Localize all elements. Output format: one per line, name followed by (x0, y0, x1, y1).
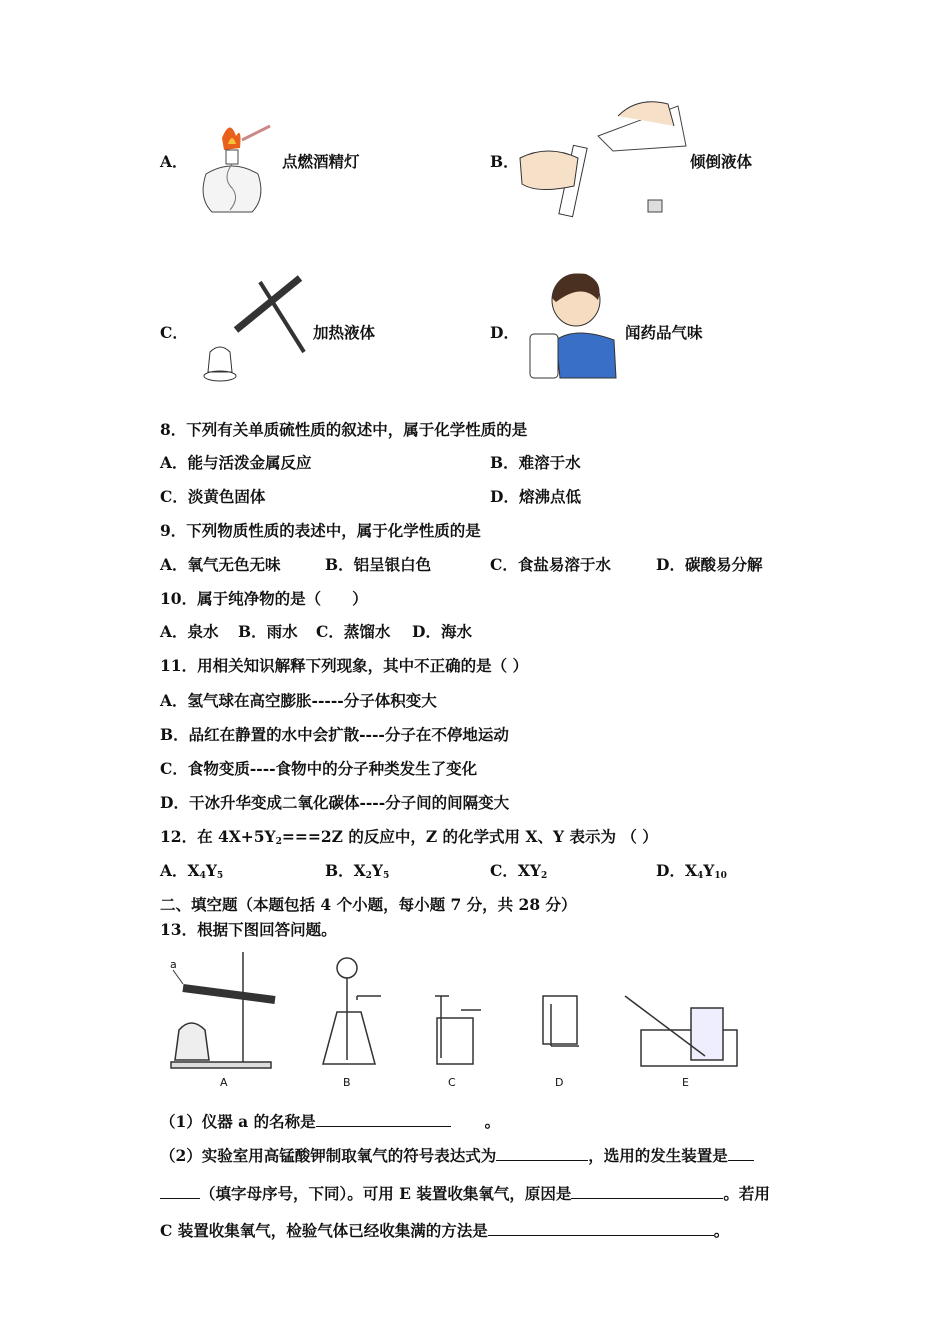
q9-option-c: C．食盐易溶于水 (490, 555, 611, 574)
answer-blank[interactable] (488, 1221, 714, 1236)
q10-option-c: C．蒸馏水 (316, 622, 391, 641)
q12-option-d: D．$X_4Y_{10}$ (656, 861, 727, 881)
fig-label-a-instrument: a (170, 958, 177, 971)
q12-stem-sub: 2 (275, 837, 282, 847)
q8-option-d: D．熔沸点低 (490, 487, 581, 506)
q8-stem: 8．下列有关单质硫性质的叙述中，属于化学性质的是 (160, 420, 528, 439)
q12-option-b: B．$X_2Y_5$ (325, 861, 390, 881)
q11-stem: 11．用相关知识解释下列现象，其中不正确的是（ ） (160, 656, 528, 675)
q10-stem: 10．属于纯净物的是（ ） (160, 589, 368, 608)
option-c-caption: 加热液体 (313, 323, 376, 342)
fig-label-D: D (555, 1076, 564, 1089)
q10-option-a: A．泉水 (160, 622, 219, 641)
option-b-caption: 倾倒液体 (690, 152, 753, 171)
option-a-letter: A． (160, 152, 188, 171)
section-2-heading: 二、填空题（本题包括 4 个小题，每小题 7 分，共 28 分） (160, 895, 577, 914)
heating-liquid-image (190, 272, 310, 384)
q13-part-1: （1）仪器 a 的名称是 。 (160, 1112, 501, 1131)
q11-option-d: D．干冰升华变成二氧化碳体----分子间的间隔变大 (160, 793, 510, 812)
q11-option-c: C．食物变质----食物中的分子种类发生了变化 (160, 759, 478, 778)
answer-blank[interactable] (160, 1184, 200, 1199)
fig-label-C: C (448, 1076, 456, 1089)
option-d-caption: 闻药品气味 (625, 323, 703, 342)
smelling-chemical-image (526, 270, 618, 380)
answer-blank[interactable] (571, 1184, 723, 1199)
answer-blank[interactable] (728, 1146, 754, 1161)
q12-stem-part: ===2Z 的反应中，Z 的化学式用 X、Y 表示为 （ ） (281, 827, 658, 846)
option-b-letter: B． (490, 152, 519, 171)
option-c-letter: C． (160, 323, 188, 342)
pouring-liquid-image (518, 96, 688, 224)
q9-option-d: D．碳酸易分解 (656, 555, 763, 574)
q9-option-b: B．铝呈银白色 (325, 555, 432, 574)
option-a-caption: 点燃酒精灯 (282, 152, 360, 171)
alcohol-lamp-lighting-image (192, 118, 272, 222)
q11-option-a: A．氢气球在高空膨胀-----分子体积变大 (160, 691, 437, 710)
q8-option-a: A．能与活泼金属反应 (160, 453, 312, 472)
q11-option-b: B．品红在静置的水中会扩散----分子在不停地运动 (160, 725, 509, 744)
apparatus-figure (165, 950, 745, 1075)
fig-label-E: E (682, 1076, 689, 1089)
option-d-letter: D． (490, 323, 519, 342)
q9-option-a: A．氧气无色无味 (160, 555, 281, 574)
answer-blank[interactable] (316, 1112, 451, 1127)
q10-option-b: B．雨水 (238, 622, 298, 641)
q8-option-c: C．淡黄色固体 (160, 487, 266, 506)
q13-part-2-line-1: （2）实验室用高锰酸钾制取氧气的符号表达式为 ，选用的发生装置是 (160, 1146, 754, 1166)
q12-stem (160, 827, 658, 852)
q8-option-b: B．难溶于水 (490, 453, 581, 472)
q13-part-2-line-3: C 装置收集氧气，检验气体已经收集满的方法是 。 (160, 1221, 730, 1240)
q13-stem: 13．根据下图回答问题。 (160, 920, 337, 939)
q12-stem-part: 12．在 4X+5Y (160, 827, 276, 846)
fig-label-B: B (343, 1076, 351, 1089)
q13-part-2-line-2: （填字母序号，下同）。可用 E 装置收集氧气，原因是 。若用 (160, 1184, 770, 1204)
q12-option-c: C．$XY_2$ (490, 861, 548, 881)
fig-label-A: A (220, 1076, 228, 1089)
answer-blank[interactable] (496, 1146, 588, 1161)
q10-option-d: D．海水 (412, 622, 472, 641)
q12-option-a: A．$X_4Y_5$ (160, 861, 224, 881)
q9-stem: 9．下列物质性质的表述中，属于化学性质的是 (160, 521, 481, 540)
